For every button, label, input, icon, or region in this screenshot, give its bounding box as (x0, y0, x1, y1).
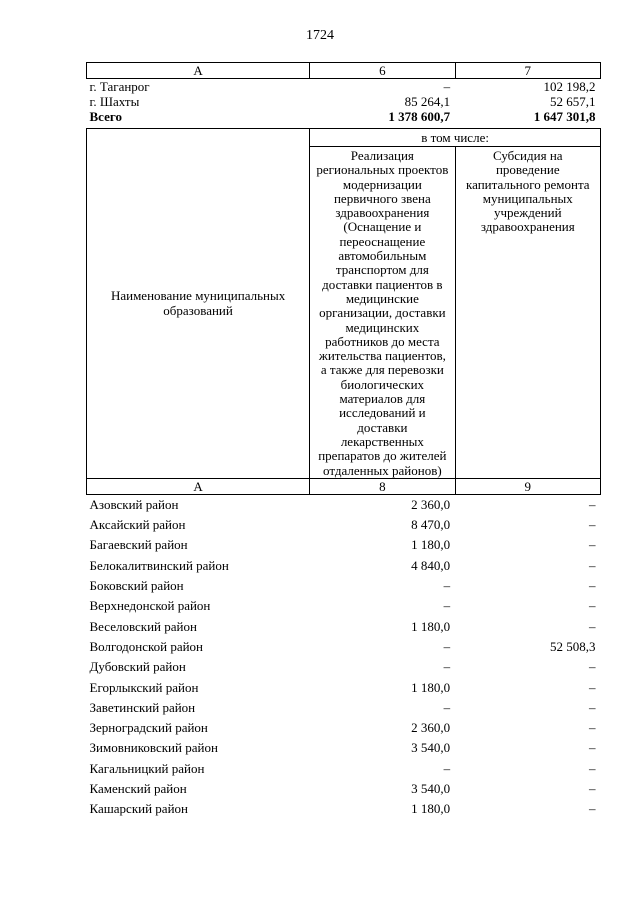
table-row (87, 718, 601, 738)
header-col-7: 7 (455, 63, 600, 79)
municipality-name: Веселовский район (89, 618, 197, 634)
cell-col-9: – (589, 578, 596, 594)
table-row (87, 494, 601, 515)
municipality-name: Каменский район (89, 780, 187, 796)
header-col-6: 6 (310, 63, 455, 79)
cell-col-7: 1 647 301,8 (533, 109, 596, 124)
name-column-header: Наименование муниципальных образований (87, 129, 310, 479)
cell-col-8: – (443, 659, 451, 675)
cell-col-9: – (589, 760, 596, 776)
cell-col-8: 1 180,0 (411, 537, 451, 553)
cell-col-8: 2 360,0 (411, 720, 451, 736)
municipality-name: Белокалитвинский район (89, 557, 229, 573)
municipality-name: Кагальницкий район (89, 760, 205, 776)
cell-col-9: – (589, 618, 596, 634)
table-row (87, 799, 601, 819)
group-header-row (87, 129, 601, 147)
group-header: в том числе: (310, 129, 601, 147)
main-table (86, 128, 601, 820)
municipality-name: Зимовниковский район (89, 740, 218, 756)
table-row (87, 738, 601, 758)
cell-col-9: – (589, 537, 596, 553)
column-number-row (87, 478, 601, 494)
top-table-header (87, 63, 601, 79)
municipality-name: Аксайский район (89, 517, 186, 533)
table-row (87, 759, 601, 779)
cell-col-8: 1 180,0 (411, 679, 451, 695)
page-number: 1724 (306, 28, 334, 43)
cell-col-8: – (443, 578, 451, 594)
cell-col-6: – (443, 79, 451, 94)
cell-col-9: – (589, 699, 596, 715)
cell-col-8: 1 180,0 (411, 801, 451, 817)
row-name: Всего (89, 109, 122, 124)
municipality-name: Волгодонской район (89, 638, 204, 654)
table-row (87, 515, 601, 535)
num-col-9: 9 (455, 478, 600, 494)
municipality-name: Зерноградский район (89, 720, 208, 736)
cell-col-9: – (589, 679, 596, 695)
table-row (87, 637, 601, 657)
municipality-name: Дубовский район (89, 659, 186, 675)
municipality-name: Верхнедонской район (89, 598, 211, 614)
num-col-8: 8 (310, 478, 455, 494)
table-row (87, 657, 601, 677)
municipality-name: Заветинский район (89, 699, 196, 715)
table-row (87, 596, 601, 616)
row-name: г. Шахты (89, 94, 140, 109)
municipality-name: Егорлыкский район (89, 679, 199, 695)
cell-col-6: 85 264,1 (404, 94, 451, 109)
cell-col-8: 1 180,0 (411, 618, 451, 634)
municipality-name: Багаевский район (89, 537, 188, 553)
top-table-row (87, 79, 601, 95)
municipality-name: Кашарский район (89, 801, 188, 817)
cell-col-9: – (589, 659, 596, 675)
top-table (86, 62, 601, 124)
table-row (87, 678, 601, 698)
header-col-a: А (87, 63, 310, 79)
cell-col-9: – (589, 720, 596, 736)
cell-col-9: – (589, 496, 596, 512)
municipality-name: Азовский район (89, 496, 179, 512)
table-row (87, 779, 601, 799)
cell-col-8: 4 840,0 (411, 557, 451, 573)
cell-col-9: 52 508,3 (550, 638, 596, 654)
cell-col-9: – (589, 598, 596, 614)
top-table-row (87, 94, 601, 109)
cell-col-8: 3 540,0 (411, 780, 451, 796)
cell-col-8: – (443, 598, 451, 614)
document-sheet (86, 62, 601, 820)
num-col-a: А (87, 478, 310, 494)
table-row (87, 535, 601, 555)
col-8-header: Реализация региональных проектов модернизации первичного звена здравоохранения (Оснащение и переоснащение автомобильным транспортом для доставки пациентов в медицинские организации, доставки медицинских работников до места жительства пациентов, а также для перевозки биологических материалов для исследований и доставки лекарственных препаратов до жителей отдаленных районов) (310, 147, 455, 479)
cell-col-9: – (589, 517, 596, 533)
col-9-header: Субсидия на проведение капитального ремонта муниципальных учреждений здравоохранения (455, 147, 600, 479)
cell-col-8: 2 360,0 (411, 496, 451, 512)
top-table-row (87, 109, 601, 124)
row-name: г. Таганрог (89, 79, 150, 94)
cell-col-9: – (589, 780, 596, 796)
table-row (87, 556, 601, 576)
cell-col-7: 102 198,2 (543, 79, 596, 94)
cell-col-6: 1 378 600,7 (388, 109, 451, 124)
cell-col-8: 8 470,0 (411, 517, 451, 533)
cell-col-7: 52 657,1 (550, 94, 596, 109)
table-row (87, 576, 601, 596)
cell-col-9: – (589, 740, 596, 756)
cell-col-8: – (443, 699, 451, 715)
municipality-name: Боковский район (89, 578, 184, 594)
table-row (87, 617, 601, 637)
cell-col-8: – (443, 760, 451, 776)
cell-col-9: – (589, 801, 596, 817)
table-row (87, 698, 601, 718)
cell-col-8: 3 540,0 (411, 740, 451, 756)
cell-col-8: – (443, 638, 451, 654)
cell-col-9: – (589, 557, 596, 573)
